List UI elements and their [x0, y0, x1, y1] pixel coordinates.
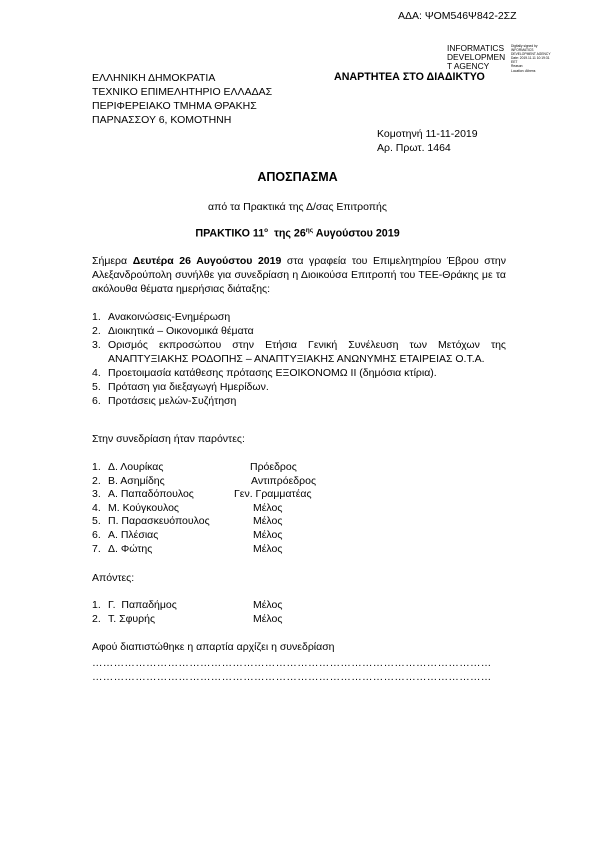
member-number: 3. [92, 488, 101, 501]
header-line: ΤΕΧΝΙΚΟ ΕΠΙΜΕΛΗΤΗΡΙΟ ΕΛΛΑΔΑΣ [92, 86, 273, 98]
signature-org-line: T AGENCY [447, 61, 490, 72]
absent-members-list [92, 599, 392, 626]
header-line: ΠΑΡΝΑΣΣΟΥ 6, ΚΟΜΟΤΗΝΗ [92, 114, 232, 126]
agenda-item [92, 394, 506, 408]
present-members-list [92, 461, 392, 556]
agenda-text: Ορισμός εκπροσώπου στην Ετήσια Γενική Συνέλευση των Μετόχων της ΑΝΑΠΤΥΞΙΑΚΗΣ ΡΟΔΟΠΗΣ – ΑΝΑΠΤΥΞΙΑΚΗΣ ΑΝΩΝΥΜΗΣ ΕΤΑΙΡΕΙΑΣ Ο.Τ.Α. [108, 339, 506, 365]
member-number: 4. [92, 501, 101, 514]
agenda-list [92, 310, 506, 408]
agenda-item [92, 338, 506, 366]
member-role: Αντιπρόεδρος [251, 474, 316, 487]
agenda-number: 3. [92, 339, 101, 351]
member-number: 2. [92, 612, 101, 625]
signature-meta-line: Digitally signed by [511, 44, 538, 48]
member-name: Α. Πλέσιας [108, 528, 159, 541]
agenda-item [92, 380, 506, 394]
agenda-text: Πρόταση για διεξαγωγή Ημερίδων. [108, 381, 269, 393]
member-name: Π. Παρασκευόπουλος [108, 515, 210, 528]
member-role: Πρόεδρος [250, 461, 297, 473]
protocol-number: Αρ. Πρωτ. 1464 [377, 142, 451, 154]
member-number: 1. [92, 461, 101, 473]
member-row [92, 475, 392, 489]
member-role: Μέλος [253, 515, 283, 528]
member-number: 2. [92, 474, 101, 487]
member-row [92, 461, 392, 475]
member-row [92, 515, 392, 529]
header-line: ΠΕΡΙΦΕΡΕΙΑΚΟ ΤΜΗΜΑ ΘΡΑΚΗΣ [92, 100, 257, 112]
member-row [92, 529, 392, 543]
agenda-number: 5. [92, 381, 101, 393]
agenda-item [92, 310, 506, 324]
intro-before: Σήμερα [92, 255, 133, 267]
organization-header [92, 71, 272, 127]
minutes-prefix: ΠΡΑΚΤΙΚΟ 11 [195, 227, 265, 240]
member-name: Τ. Σφυρής [108, 612, 156, 625]
member-row [92, 488, 392, 502]
member-name: Α. Παπαδόπουλος [108, 488, 194, 501]
place-date: Κομοτηνή 11-11-2019 [377, 128, 478, 140]
minutes-suffix: Αυγούστου 2019 [313, 227, 400, 240]
signature-meta-line: Reason: [511, 64, 524, 69]
posting-notice: ΑΝΑΡΤΗΤΕΑ ΣΤΟ ΔΙΑΔΙΚΤΥΟ [334, 71, 485, 83]
dotted-line: ………………………………………………………………………………………………… [92, 657, 492, 669]
member-role: Μέλος [253, 612, 283, 625]
agenda-number: 1. [92, 311, 101, 323]
header-line: ΕΛΛΗΝΙΚΗ ΔΗΜΟΚΡΑΤΙΑ [92, 72, 216, 84]
intro-paragraph [92, 254, 506, 296]
member-name: Β. Ασημίδης [108, 474, 165, 487]
member-number: 6. [92, 528, 101, 541]
agenda-text: Προετοιμασία κατάθεσης πρότασης ΕΞΟΙΚΟΝΟΜΩ ΙΙ (δημόσια κτίρια). [108, 367, 437, 379]
agenda-number: 2. [92, 325, 101, 337]
agenda-text: Ανακοινώσεις-Ενημέρωση [108, 311, 231, 323]
member-row [92, 543, 392, 557]
member-number: 5. [92, 515, 101, 528]
quorum-statement: Αφού διαπιστώθηκε η απαρτία αρχίζει η συνεδρίαση [92, 641, 335, 653]
ada-code: ΑΔΑ: ΨΟΜ546Ψ842-2ΣΖ [398, 10, 517, 22]
member-role: Γεν. Γραμματέας [234, 488, 312, 501]
digital-signature-org [447, 44, 511, 72]
present-label: Στην συνεδρίαση ήταν παρόντες: [92, 433, 245, 445]
place-date-block [377, 127, 478, 155]
absent-label: Απόντες: [92, 572, 135, 584]
intro-date: Δευτέρα 26 Αυγούστου 2019 [132, 255, 282, 267]
minutes-heading [0, 227, 595, 240]
signature-org-line: DEVELOPMEN [447, 52, 506, 63]
member-role: Μέλος [253, 599, 283, 611]
agenda-item [92, 324, 506, 338]
member-role: Μέλος [253, 528, 283, 541]
signature-org-line: INFORMATICS [447, 43, 505, 53]
document-title: ΑΠΟΣΠΑΣΜΑ [257, 170, 338, 184]
agenda-text: Προτάσεις μελών-Συζήτηση [108, 395, 237, 407]
dotted-line: ………………………………………………………………………………………………… [92, 671, 492, 683]
document-subtitle: από τα Πρακτικά της Δ/σας Επιτροπής [208, 201, 387, 213]
member-row [92, 502, 392, 516]
member-number: 1. [92, 599, 101, 611]
signature-meta-line: INFORMATICS [511, 48, 534, 53]
signature-meta-line: EET [511, 60, 518, 65]
agenda-item [92, 366, 506, 380]
minutes-sup-day: ης [305, 227, 314, 234]
agenda-text: Διοικητικά – Οικονομικά θέματα [108, 325, 254, 337]
agenda-number: 4. [92, 367, 101, 379]
signature-meta-line: DEVELOPMENT AGENCY [511, 52, 551, 57]
member-name: Γ. Παπαδήμος [108, 599, 177, 611]
signature-meta-line: Location: Athens [511, 68, 536, 73]
signature-meta-line: Date: 2019.11.11 10:19:31 [511, 56, 550, 61]
member-number: 7. [92, 542, 101, 555]
absent-row [92, 599, 392, 613]
member-name: Δ. Φώτης [108, 542, 153, 555]
minutes-mid: της 26 [268, 227, 306, 240]
absent-row [92, 613, 392, 627]
member-name: Δ. Λουρίκας [108, 461, 164, 473]
agenda-number: 6. [92, 395, 101, 407]
intro-after: στα γραφεία του Επιμελητηρίου Έβρου στην Αλεξανδρούπολη συνήλθε για συνεδρίαση η Διοικούσα Επιτροπή του ΤΕΕ-Θράκης με τα ακόλουθα θέματα ημερήσιας διάταξης: [92, 255, 506, 295]
digital-signature-details [511, 44, 551, 73]
member-role: Μέλος [253, 501, 283, 514]
member-name: Μ. Κούγκουλος [108, 501, 179, 514]
member-role: Μέλος [253, 542, 283, 555]
minutes-sup-ordinal: ο [264, 227, 269, 234]
